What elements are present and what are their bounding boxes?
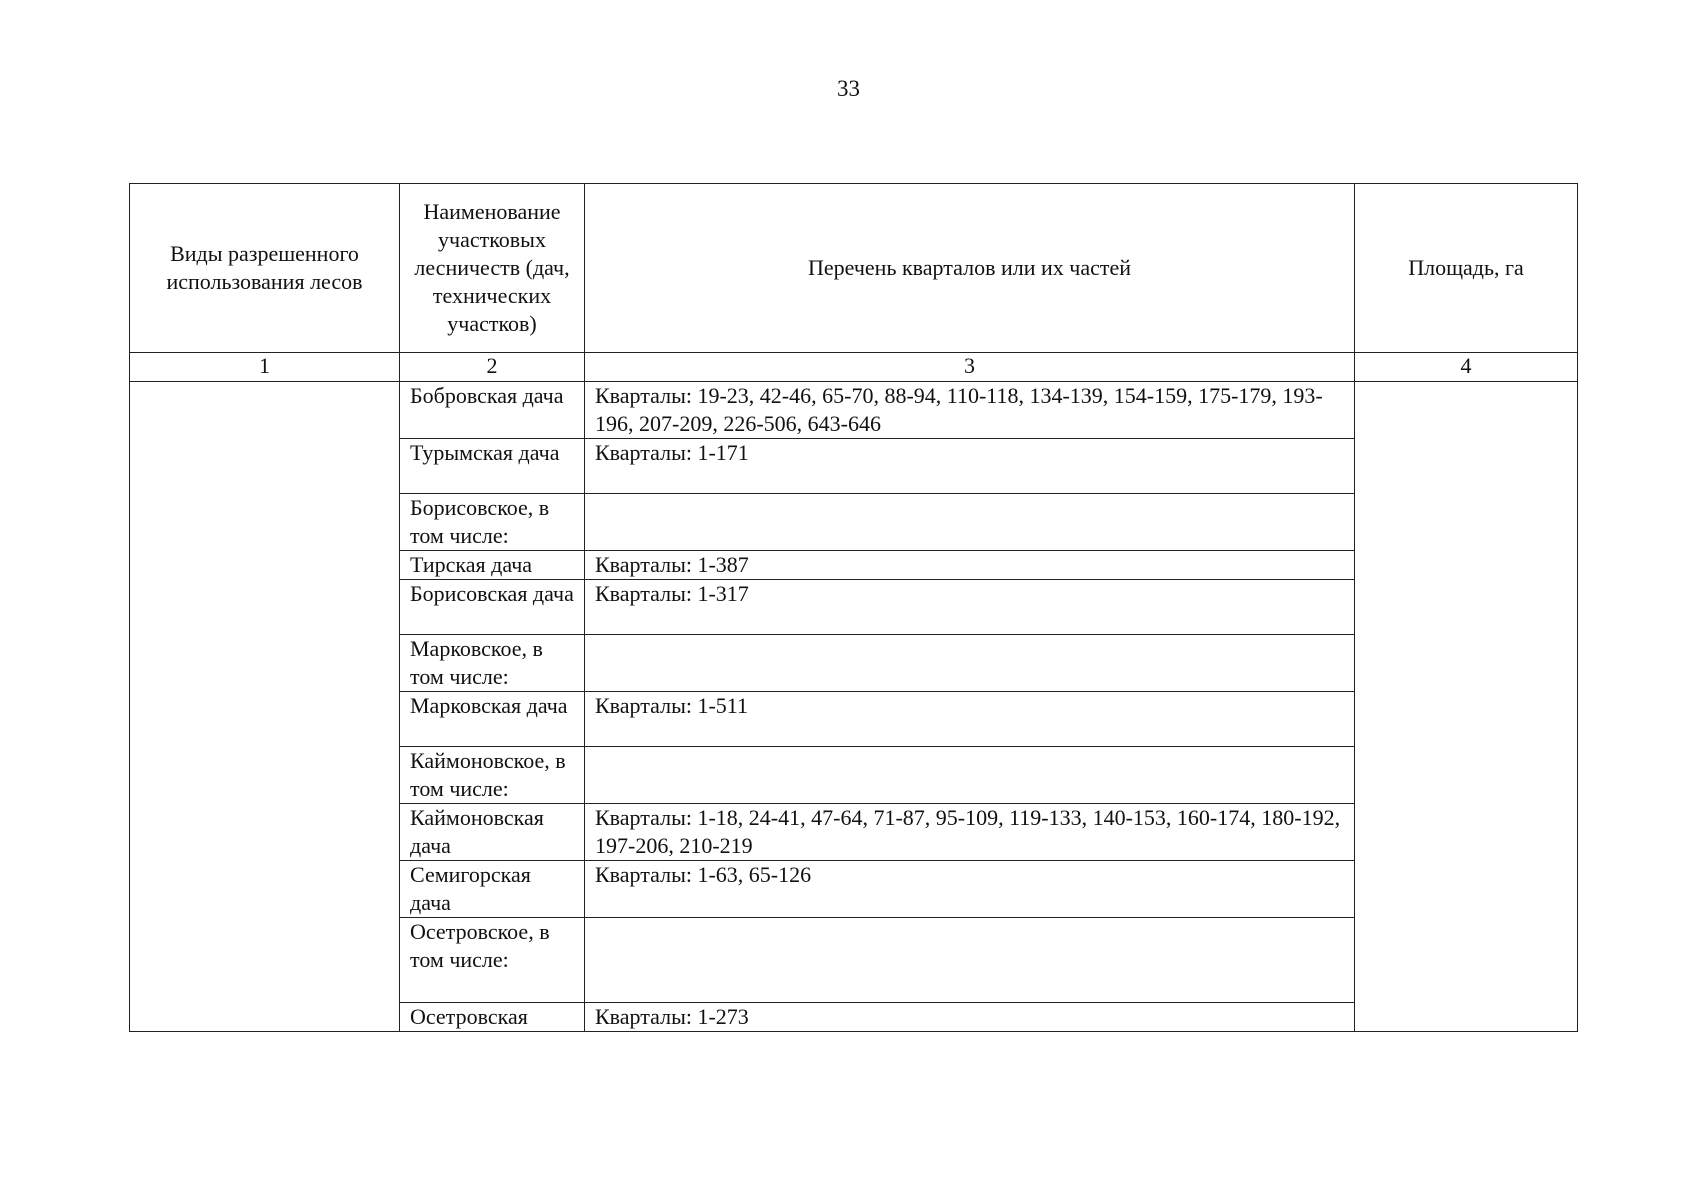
quarters-cell xyxy=(585,918,1355,1003)
column-number: 1 xyxy=(130,353,400,382)
district-name-cell: Каймоновская дача xyxy=(400,804,585,861)
quarters-cell: Кварталы: 1-171 xyxy=(585,439,1355,494)
quarters-cell xyxy=(585,635,1355,692)
quarters-cell: Кварталы: 1-317 xyxy=(585,580,1355,635)
quarters-cell: Кварталы: 1-511 xyxy=(585,692,1355,747)
column-number: 3 xyxy=(585,353,1355,382)
quarters-cell: Кварталы: 1-63, 65-126 xyxy=(585,861,1355,918)
column-number: 4 xyxy=(1355,353,1578,382)
column-number-row xyxy=(130,353,1578,382)
district-name-cell: Марковское, в том числе: xyxy=(400,635,585,692)
district-name-cell: Борисовская дача xyxy=(400,580,585,635)
page-number: 33 xyxy=(837,76,860,101)
quarters-cell xyxy=(585,747,1355,804)
table-header-row xyxy=(130,184,1578,353)
header-quarters-list: Перечень кварталов или их частей xyxy=(585,184,1355,353)
area-cell xyxy=(1355,382,1578,1032)
district-name-cell: Турымская дача xyxy=(400,439,585,494)
forest-use-type-cell xyxy=(130,382,400,1032)
district-name-cell: Осетровское, в том числе: xyxy=(400,918,585,1003)
quarters-cell: Кварталы: 1-273 xyxy=(585,1003,1355,1032)
district-name-cell: Бобровская дача xyxy=(400,382,585,439)
district-name-cell: Марковская дача xyxy=(400,692,585,747)
forest-quarters-table xyxy=(129,183,1578,1032)
district-name-cell: Осетровская xyxy=(400,1003,585,1032)
header-area: Площадь, га xyxy=(1355,184,1578,353)
quarters-cell xyxy=(585,494,1355,551)
quarters-cell: Кварталы: 1-18, 24-41, 47-64, 71-87, 95-109, 119-133, 140-153, 160-174, 180-192, 197-206, 210-219 xyxy=(585,804,1355,861)
column-number: 2 xyxy=(400,353,585,382)
table-row xyxy=(130,382,1578,439)
header-forest-use-types: Виды разрешенного использования лесов xyxy=(130,184,400,353)
district-name-cell: Каймоновское, в том числе: xyxy=(400,747,585,804)
quarters-cell: Кварталы: 1-387 xyxy=(585,551,1355,580)
quarters-cell: Кварталы: 19-23, 42-46, 65-70, 88-94, 110-118, 134-139, 154-159, 175-179, 193-196, 207-209, 226-506, 643-646 xyxy=(585,382,1355,439)
district-name-cell: Борисовское, в том числе: xyxy=(400,494,585,551)
district-name-cell: Тирская дача xyxy=(400,551,585,580)
district-name-cell: Семигорская дача xyxy=(400,861,585,918)
header-district-names: Наименование участковых лесничеств (дач, технических участков) xyxy=(400,184,585,353)
